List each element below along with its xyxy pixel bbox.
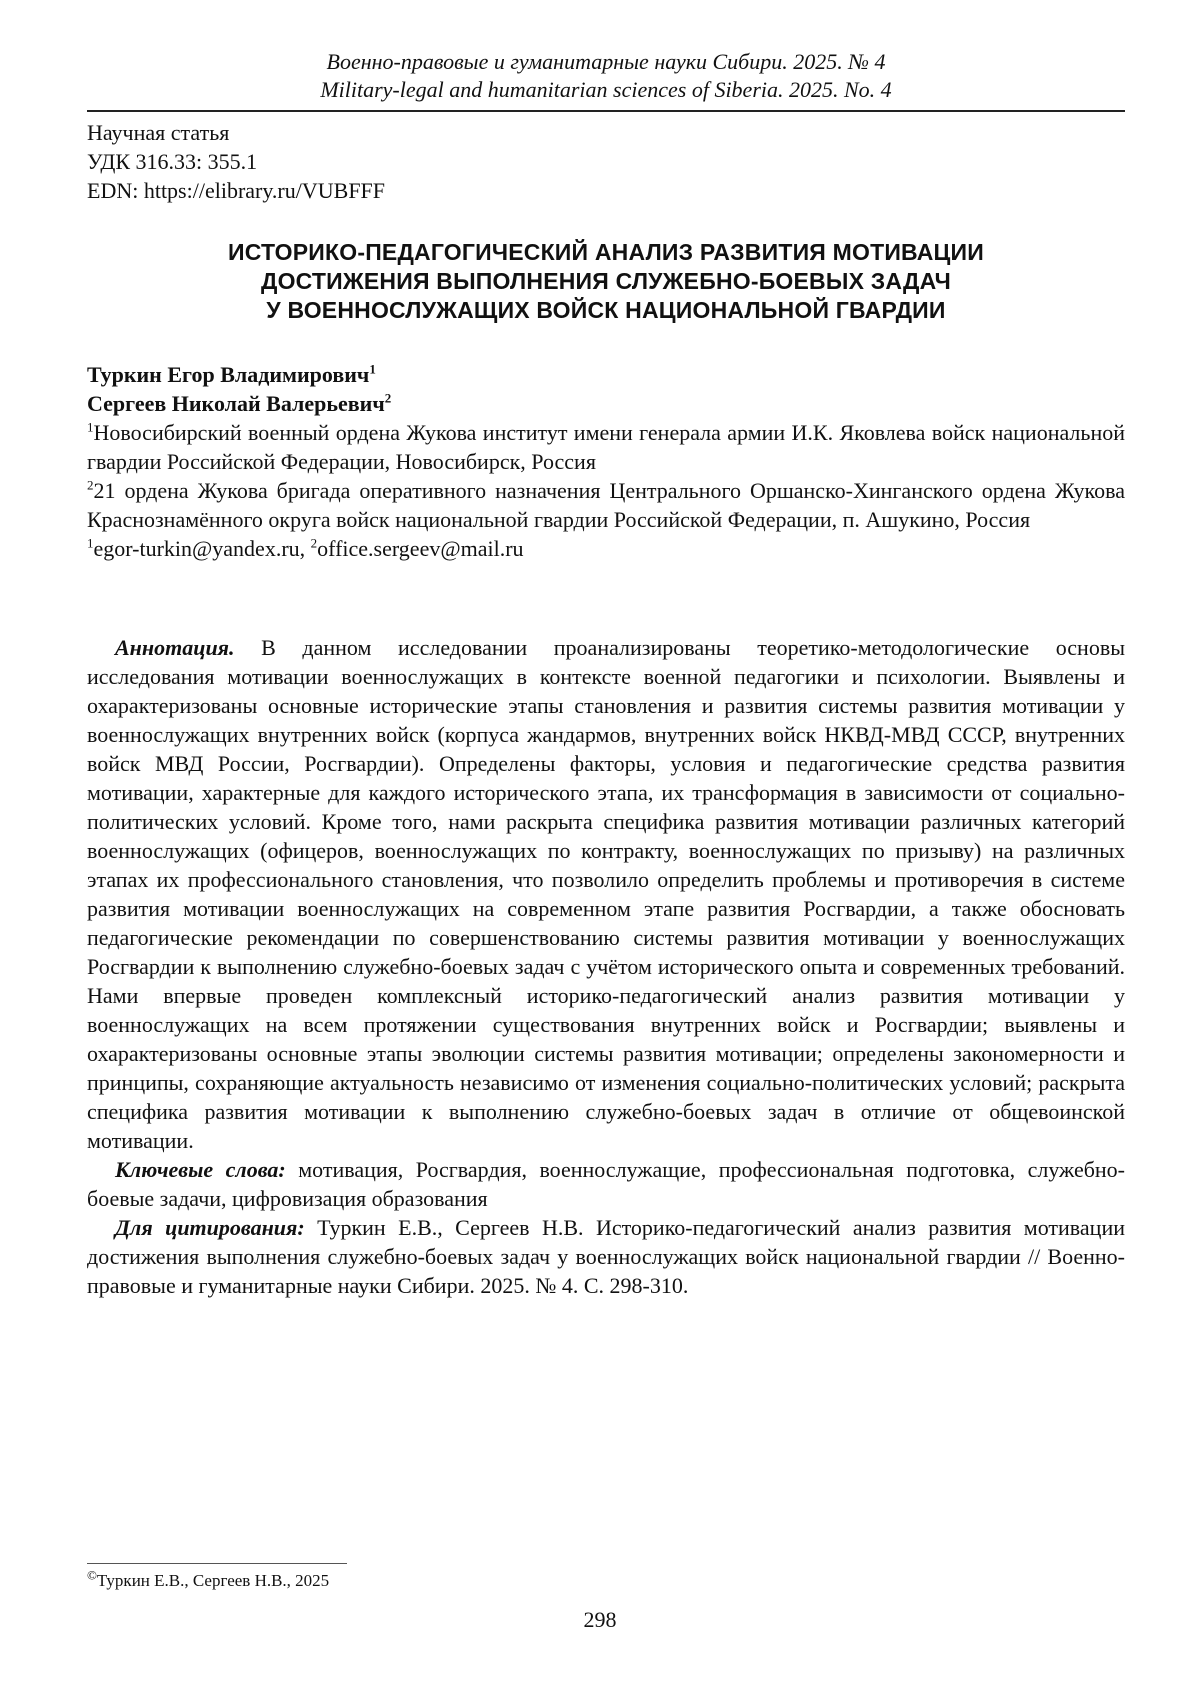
affiliation-2 [87, 476, 1125, 534]
citation-text: Туркин Е.В., Сергеев Н.В. Историко-педагогический анализ развития мотивации достижения выполнения служебно-боевых задач у военнослужащих войск национальной гвардии // Военно-правовые и гуманитарные науки Сибири. 2025. № 4. С. 298-310. [87, 1215, 1125, 1298]
keywords-text: мотивация, Росгвардия, военнослужащие, профессиональная подготовка, служебно-боевые задачи, цифровизация образования [87, 1157, 1126, 1211]
copyright-mark: © [87, 1567, 97, 1583]
email-2-mark: 2 [310, 535, 318, 551]
udc-code: УДК 316.33: 355.1 [87, 149, 258, 174]
journal-title-en: Military-legal and humanitarian sciences of Siberia. 2025. No. 4 [320, 77, 892, 102]
affiliation-2-text: 21 ордена Жукова бригада оперативного назначения Центрального Оршанско-Хинганского ордена Жукова Краснознамённого округа войск национальной гвардии Российской Федерации, п. Ашукино, Россия [87, 478, 1125, 532]
author-2-mark: 2 [384, 390, 392, 406]
affiliation-1 [87, 418, 1125, 476]
author-1-mark: 1 [369, 361, 376, 377]
affiliation-2-mark: 2 [87, 477, 94, 493]
author-2 [87, 389, 1125, 418]
author-emails [87, 534, 1125, 563]
title-line-1: ИСТОРИКО-ПЕДАГОГИЧЕСКИЙ АНАЛИЗ РАЗВИТИЯ МОТИВАЦИИ [228, 239, 984, 265]
keywords-paragraph [87, 1155, 1125, 1213]
email-2[interactable]: office.sergeev@mail.ru [317, 536, 524, 561]
copyright-footnote [87, 1567, 330, 1592]
journal-title-ru: Военно-правовые и гуманитарные науки Сибири. 2025. № 4 [326, 49, 886, 74]
header-rule [87, 110, 1125, 112]
citation-label: Для цитирования: [115, 1215, 305, 1240]
keywords-label: Ключевые слова: [115, 1157, 286, 1182]
copyright-text: Туркин Е.В., Сергеев Н.В., 2025 [96, 1571, 330, 1590]
affiliation-1-mark: 1 [87, 419, 94, 435]
abstract-section [87, 633, 1125, 1300]
email-1[interactable]: egor-turkin@yandex.ru, [93, 536, 306, 561]
email-1-mark: 1 [87, 535, 94, 551]
running-head [87, 48, 1125, 104]
abstract-paragraph [87, 633, 1125, 1155]
article-type: Научная статья [87, 120, 230, 145]
abstract-text: В данном исследовании проанализированы теоретико-методологические основы исследования мотивации военнослужащих в контексте военной педагогики и психологии. Выявлены и охарактеризованы основные исторические этапы становления и развития системы развития мотивации у военнослужащих внутренних войск (корпуса жандармов, внутренних войск НКВД-МВД СССР, внутренних войск МВД России, Росгвардии). Определены факторы, условия и педагогические средства развития мотивации, характерные для каждого исторического этапа, их трансформация в зависимости от социально-политических условий. Кроме того, нами раскрыта специфика развития мотивации различных категорий военнослужащих (офицеров, военнослужащих по контракту, военнослужащих по призыву) на различных этапах их профессионального становления, что позволило определить проблемы и противоречия в системе развития мотивации военнослужащих на современном этапе развития Росгвардии, а также обосновать педагогические рекомендации по совершенствованию системы развития мотивации у военнослужащих Росгвардии к выполнению служебно-боевых задач с учётом исторического опыта и современных требований. Нами впервые проведен комплексный историко-педагогический анализ развития мотивации у военнослужащих на всем протяжении существования внутренних войск и Росгвардии; выявлены и охарактеризованы основные этапы эволюции системы развития мотивации; определены закономерности и принципы, сохраняющие актуальность независимо от изменения социально-политических условий; раскрыта специфика развития мотивации к выполнению служебно-боевых задач в отличие от общевоинской мотивации. [87, 635, 1125, 1153]
title-line-3: У ВОЕННОСЛУЖАЩИХ ВОЙСК НАЦИОНАЛЬНОЙ ГВАРДИИ [266, 297, 946, 323]
citation-paragraph [87, 1213, 1125, 1300]
author-2-name: Сергеев Николай Валерьевич [87, 391, 385, 416]
author-1 [87, 360, 1125, 389]
article-meta [87, 118, 385, 205]
page-number: 298 [583, 1607, 617, 1632]
author-1-name: Туркин Егор Владимирович [87, 362, 370, 387]
edn-link: EDN: https://elibrary.ru/VUBFFF [87, 178, 386, 203]
authors-block [87, 360, 1125, 563]
affiliation-1-text: Новосибирский военный ордена Жукова институт имени генерала армии И.К. Яковлева войск национальной гвардии Российской Федерации, Новосибирск, Россия [87, 420, 1125, 474]
title-line-2: ДОСТИЖЕНИЯ ВЫПОЛНЕНИЯ СЛУЖЕБНО-БОЕВЫХ ЗАДАЧ [260, 268, 951, 294]
footnote-rule [87, 1563, 347, 1564]
abstract-label: Аннотация. [115, 635, 235, 660]
article-title [87, 238, 1125, 325]
